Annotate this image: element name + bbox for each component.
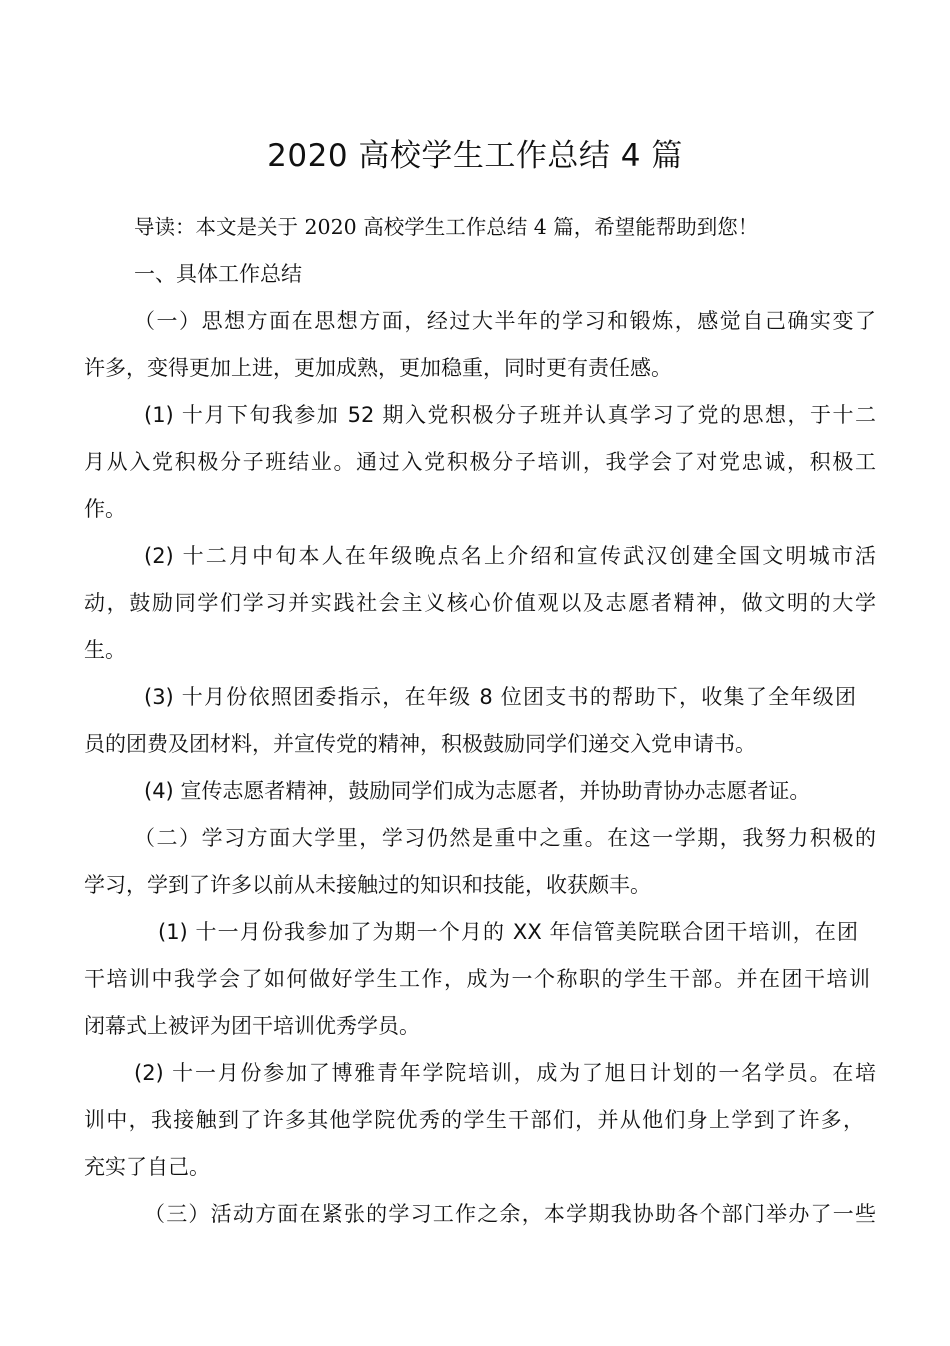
paragraph-line: （三）活动方面在紧张的学习工作之余，本学期我协助各个部门举办了一些 [144,1202,876,1226]
paragraph-line: (2) 十二月中旬本人在年级晚点名上介绍和宣传武汉创建全国文明城市活 [144,544,876,568]
paragraph-line: 动，鼓励同学们学习并实践社会主义核心价值观以及志愿者精神，做文明的大学 [84,591,876,615]
paragraph-line: 生。 [84,638,126,662]
paragraph-line: （一）思想方面在思想方面，经过大半年的学习和锻炼，感觉自己确实变了 [134,309,876,333]
paragraph-line: 员的团费及团材料，并宣传党的精神，积极鼓励同学们递交入党申请书。 [84,732,756,756]
paragraph-line: (2) 十一月份参加了博雅青年学院培训，成为了旭日计划的一名学员。在培 [134,1061,876,1085]
paragraph-line: 作。 [84,497,126,521]
paragraph-line: 充实了自己。 [84,1155,210,1179]
document-title: 2020 高校学生工作总结 4 篇 [267,138,683,174]
paragraph-line: 训中，我接触到了许多其他学院优秀的学生干部们，并从他们身上学到了许多， [84,1108,864,1132]
paragraph-line: 闭幕式上被评为团干培训优秀学员。 [84,1014,420,1038]
paragraph-line: 许多，变得更加上进，更加成熟，更加稳重，同时更有责任感。 [84,356,672,380]
paragraph-line: (1) 十月下旬我参加 52 期入党积极分子班并认真学习了党的思想，于十二 [144,403,876,427]
paragraph-line: 干培训中我学会了如何做好学生工作，成为一个称职的学生干部。并在团干培训 [84,967,870,991]
paragraph-line: (1) 十一月份我参加了为期一个月的 XX 年信管美院联合团干培训，在团 [158,920,858,944]
paragraph-line: （二）学习方面大学里，学习仍然是重中之重。在这一学期，我努力积极的 [134,826,876,850]
paragraph-line: 月从入党积极分子班结业。通过入党积极分子培训，我学会了对党忠诚，积极工 [84,450,876,474]
paragraph-line: (4) 宣传志愿者精神，鼓励同学们成为志愿者，并协助青协办志愿者证。 [144,779,811,803]
intro-line: 导读：本文是关于 2020 高校学生工作总结 4 篇，希望能帮助到您！ [134,215,759,239]
paragraph-line: (3) 十月份依照团委指示，在年级 8 位团支书的帮助下，收集了全年级团 [144,685,856,709]
section-heading: 一、具体工作总结 [134,262,302,286]
paragraph-line: 学习，学到了许多以前从未接触过的知识和技能，收获颇丰。 [84,873,651,897]
